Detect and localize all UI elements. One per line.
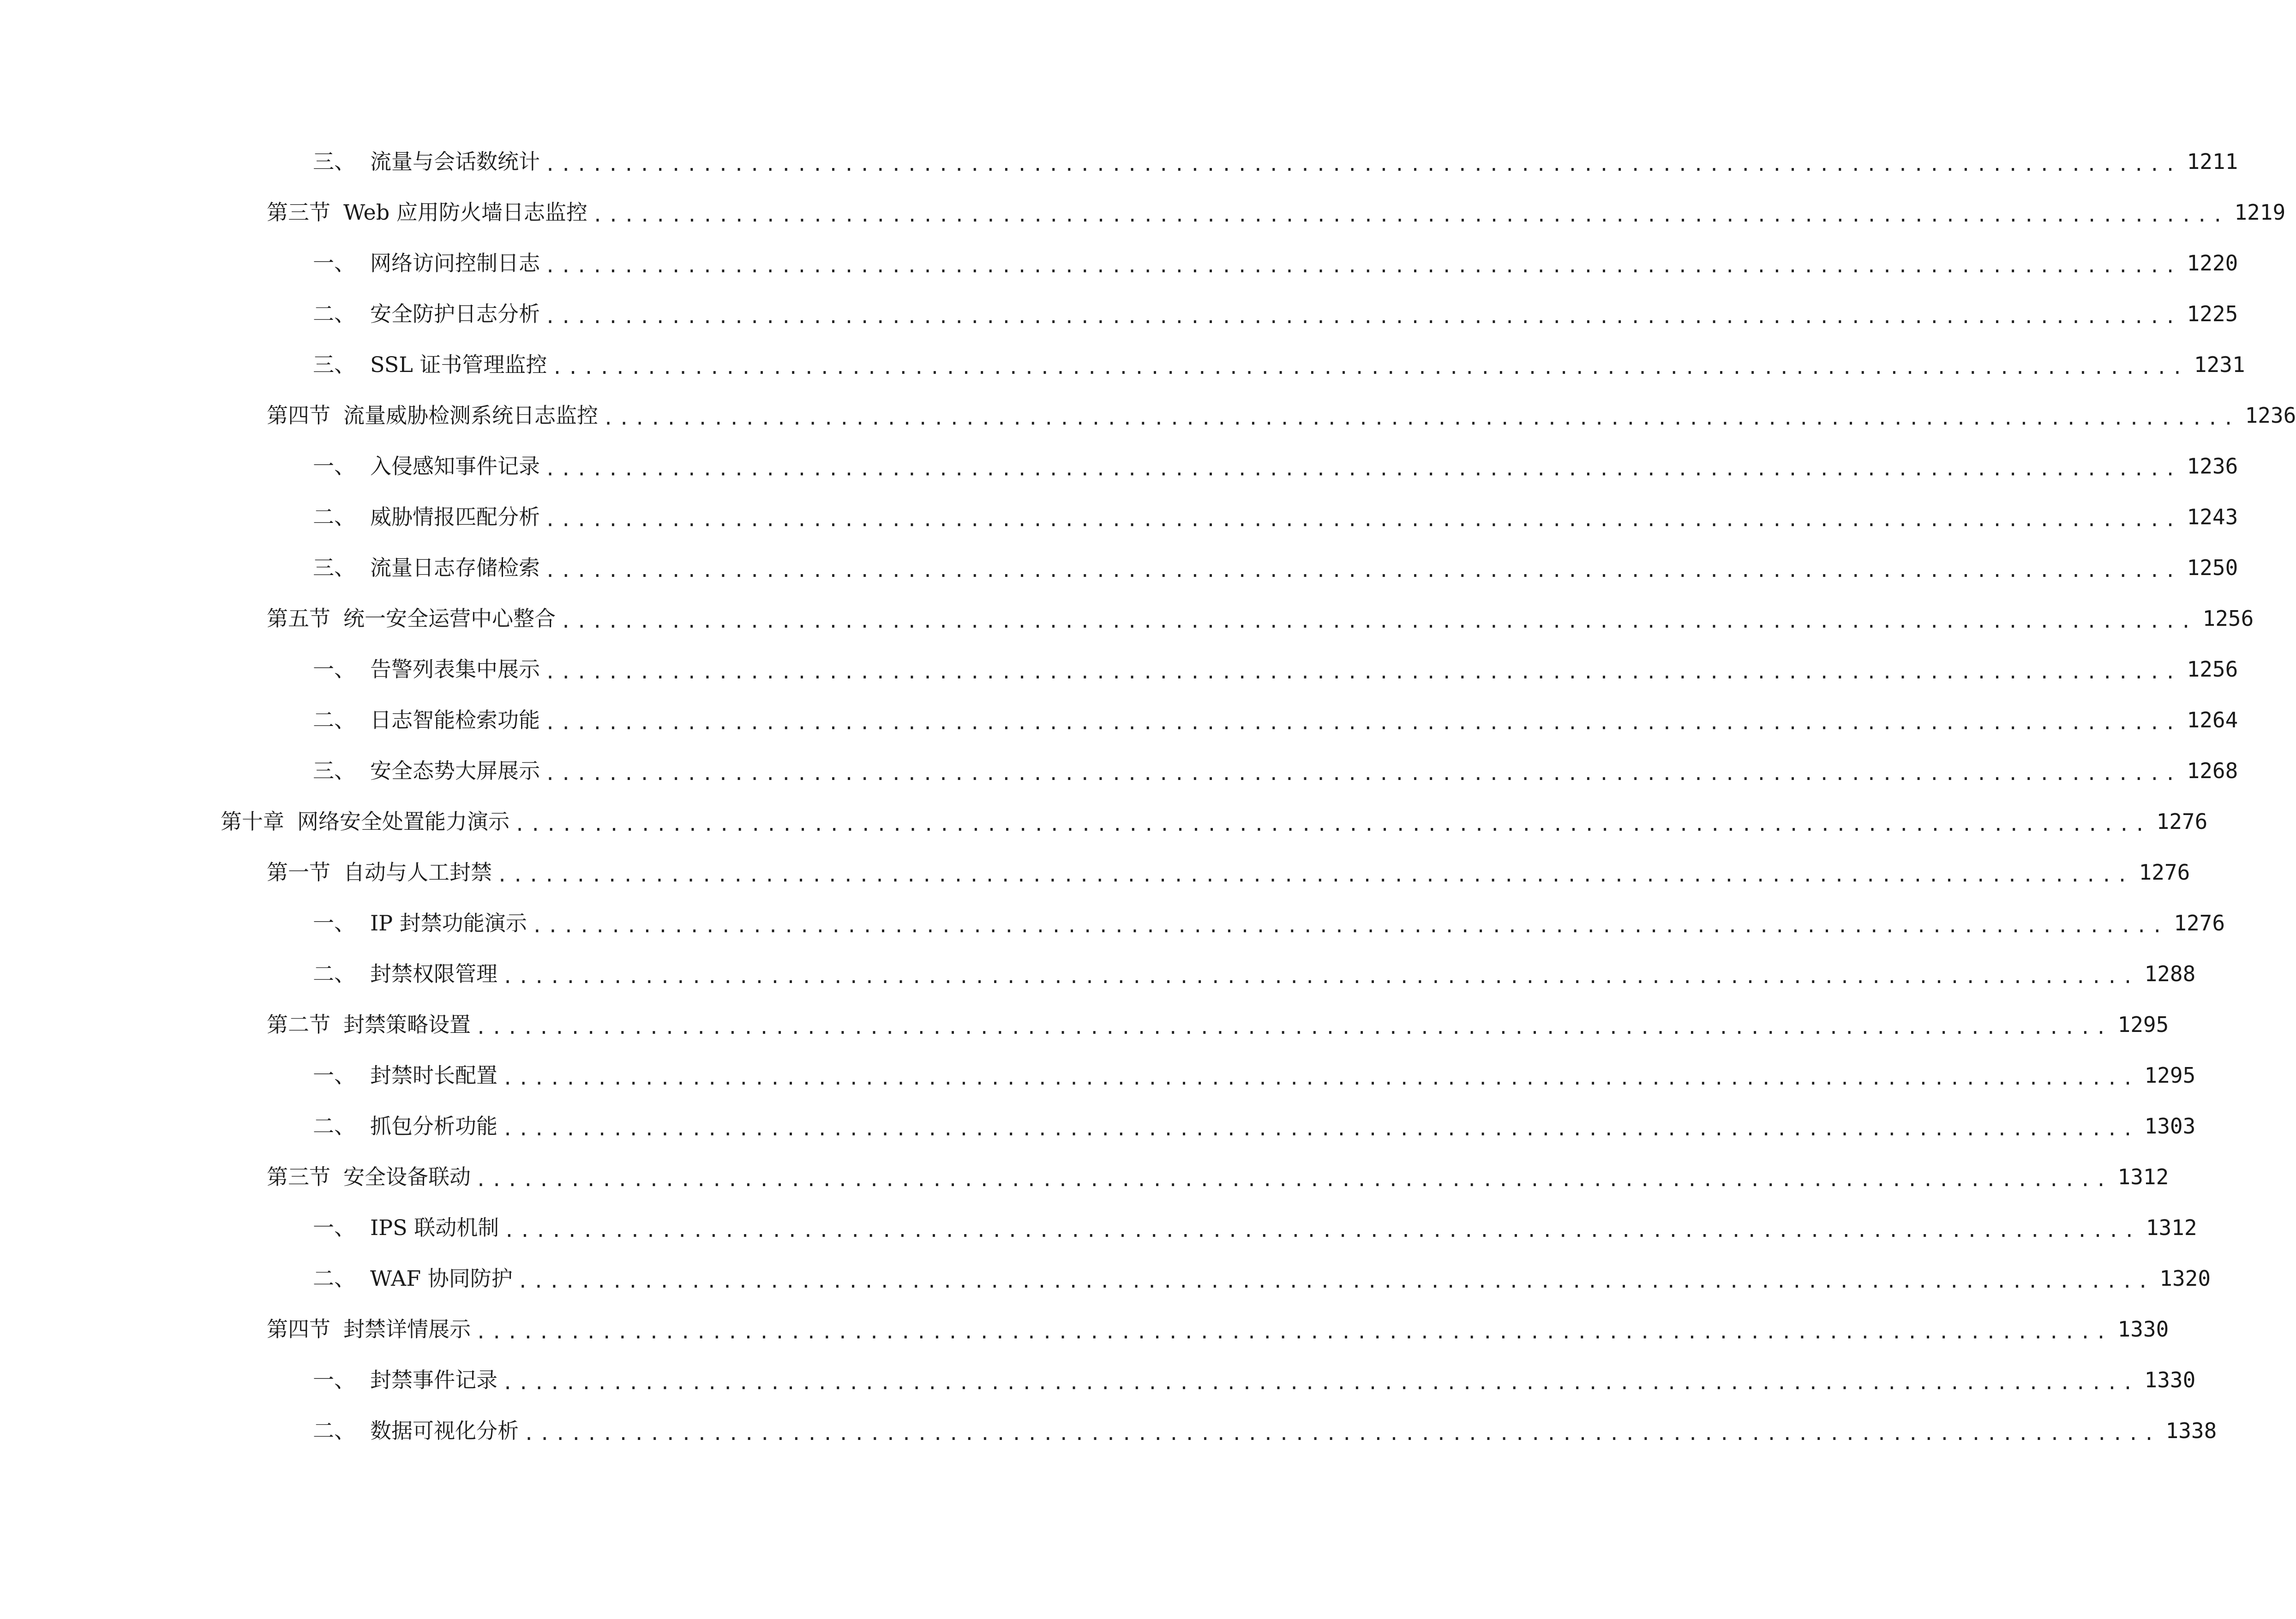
toc-dot-leader: ........................................................................................................ <box>502 1119 2138 1140</box>
toc-entry-title: 流量与会话数统计 <box>370 149 540 174</box>
toc-entry[interactable] <box>313 750 2238 792</box>
toc-entry-page: 1295 <box>2144 1063 2196 1088</box>
toc-dot-leader: ........................................................................................................ <box>592 205 2228 226</box>
toc-entry[interactable] <box>313 1055 2196 1096</box>
toc-dot-leader: ........................................................................................................ <box>502 966 2138 988</box>
toc-entry[interactable] <box>313 445 2238 487</box>
toc-dot-leader: ........................................................................................................ <box>545 459 2181 480</box>
toc-entry[interactable] <box>267 598 2254 639</box>
toc-dot-leader: ........................................................................................................ <box>545 763 2181 785</box>
toc-entry-title: 封禁时长配置 <box>370 1063 498 1088</box>
toc-entry[interactable] <box>267 395 2296 436</box>
toc-entry[interactable] <box>267 1004 2169 1045</box>
toc-entry[interactable] <box>313 648 2238 690</box>
toc-entry-title: 抓包分析功能 <box>370 1114 498 1139</box>
toc-entry-title: 封禁权限管理 <box>370 961 498 986</box>
toc-entry-page: 1268 <box>2187 758 2238 783</box>
toc-entry[interactable] <box>313 1207 2197 1248</box>
toc-dot-leader: ........................................................................................................ <box>545 662 2181 683</box>
toc-entry-page: 1312 <box>2146 1215 2197 1240</box>
toc-entry-title: 日志智能检索功能 <box>370 708 540 732</box>
toc-dot-leader: ........................................................................................................ <box>523 1423 2159 1445</box>
toc-entry[interactable] <box>313 1410 2217 1451</box>
toc-entry-prefix: 第三节 <box>267 200 330 225</box>
toc-entry-page: 1303 <box>2144 1114 2196 1139</box>
toc-dot-leader: ........................................................................................................ <box>603 408 2239 429</box>
toc-entry-prefix: 三、 <box>313 352 355 377</box>
toc-entry-prefix: 一、 <box>313 1063 355 1088</box>
toc-entry-prefix: 二、 <box>313 961 355 986</box>
toc-entry[interactable] <box>313 547 2238 588</box>
toc-entry-page: 1276 <box>2156 809 2208 834</box>
toc-entry-title: Web 应用防火墙日志监控 <box>343 200 587 225</box>
toc-entry-page: 1338 <box>2165 1418 2217 1443</box>
toc-dot-leader: ........................................................................................................ <box>552 357 2188 378</box>
toc-entry-page: 1330 <box>2144 1367 2196 1392</box>
toc-entry-page: 1219 <box>2234 200 2286 225</box>
toc-entry[interactable] <box>313 1258 2211 1299</box>
toc-entry-title: 流量日志存储检索 <box>370 555 540 580</box>
toc-entry-prefix: 三、 <box>313 555 355 580</box>
toc-dot-leader: ........................................................................................................ <box>545 306 2181 328</box>
toc-entry-prefix: 二、 <box>313 1418 355 1443</box>
toc-entry[interactable] <box>267 1308 2169 1350</box>
toc-dot-leader: ........................................................................................................ <box>502 1068 2138 1089</box>
toc-entry-prefix: 二、 <box>313 1266 355 1291</box>
toc-entry-page: 1288 <box>2144 961 2196 986</box>
toc-entry-page: 1256 <box>2187 657 2238 682</box>
toc-entry-page: 1211 <box>2187 149 2238 174</box>
toc-entry-page: 1330 <box>2117 1317 2169 1342</box>
toc-entry-title: 安全防护日志分析 <box>370 301 540 326</box>
toc-dot-leader: ........................................................................................................ <box>475 1322 2111 1343</box>
toc-dot-leader: ........................................................................................................ <box>497 865 2133 886</box>
toc-dot-leader: ........................................................................................................ <box>514 814 2150 835</box>
toc-entry-title: 数据可视化分析 <box>370 1418 519 1443</box>
toc-entry[interactable] <box>313 242 2238 284</box>
toc-entry-page: 1231 <box>2194 352 2245 377</box>
toc-entry[interactable] <box>313 1105 2196 1147</box>
toc-dot-leader: ........................................................................................................ <box>475 1169 2111 1191</box>
toc-entry-prefix: 一、 <box>313 657 355 682</box>
toc-entry-prefix: 第十章 <box>221 809 284 834</box>
toc-entry-prefix: 第三节 <box>267 1164 330 1189</box>
toc-entry-title: 统一安全运营中心整合 <box>343 606 556 631</box>
toc-dot-leader: ........................................................................................................ <box>545 510 2181 531</box>
toc-entry-title: WAF 协同防护 <box>370 1266 513 1291</box>
toc-entry[interactable] <box>313 141 2238 182</box>
toc-entry-title: 威胁情报匹配分析 <box>370 504 540 529</box>
toc-dot-leader: ........................................................................................................ <box>545 713 2181 734</box>
toc-entry-page: 1295 <box>2117 1012 2169 1037</box>
toc-entry[interactable] <box>267 851 2190 893</box>
toc-entry-page: 1236 <box>2245 403 2296 428</box>
toc-entry-title: 封禁策略设置 <box>343 1012 471 1037</box>
toc-entry-title: 网络安全处置能力演示 <box>297 809 510 834</box>
toc-entry[interactable] <box>313 1359 2196 1401</box>
toc-entry[interactable] <box>221 801 2208 842</box>
toc-dot-leader: ........................................................................................................ <box>545 560 2181 582</box>
toc-dot-leader: ........................................................................................................ <box>545 154 2181 175</box>
toc-entry-title: 安全设备联动 <box>343 1164 471 1189</box>
toc-entry-page: 1220 <box>2187 251 2238 276</box>
toc-entry[interactable] <box>313 344 2245 385</box>
toc-entry-prefix: 一、 <box>313 911 355 935</box>
toc-entry-prefix: 二、 <box>313 708 355 732</box>
toc-dot-leader: ........................................................................................................ <box>475 1017 2111 1038</box>
toc-dot-leader: ........................................................................................................ <box>502 1373 2138 1394</box>
toc-entry[interactable] <box>313 953 2196 995</box>
toc-entry[interactable] <box>313 293 2238 335</box>
toc-entry-page: 1320 <box>2159 1266 2211 1291</box>
toc-dot-leader: ........................................................................................................ <box>517 1271 2153 1292</box>
toc-entry-prefix: 第五节 <box>267 606 330 631</box>
toc-entry-title: 安全态势大屏展示 <box>370 758 540 783</box>
toc-entry-title: IP 封禁功能演示 <box>370 911 527 935</box>
toc-entry-page: 1243 <box>2187 504 2238 529</box>
toc-entry-prefix: 一、 <box>313 1367 355 1392</box>
toc-dot-leader: ........................................................................................................ <box>545 256 2181 277</box>
toc-entry-prefix: 二、 <box>313 1114 355 1139</box>
toc-entry[interactable] <box>267 192 2286 233</box>
toc-entry-page: 1250 <box>2187 555 2238 580</box>
toc-entry-title: 自动与人工封禁 <box>343 860 492 885</box>
toc-entry-title: 封禁详情展示 <box>343 1317 471 1342</box>
toc-entry-page: 1264 <box>2187 708 2238 732</box>
toc-entry-prefix: 第四节 <box>267 403 330 428</box>
toc-dot-leader: ........................................................................................................ <box>560 611 2196 632</box>
toc-entry-page: 1236 <box>2187 454 2238 479</box>
toc-entry-page: 1276 <box>2139 860 2190 885</box>
toc-entry-title: 入侵感知事件记录 <box>370 454 540 479</box>
toc-entry-page: 1256 <box>2202 606 2254 631</box>
toc-entry-page: 1225 <box>2187 301 2238 326</box>
toc-dot-leader: ........................................................................................................ <box>504 1220 2140 1241</box>
toc-dot-leader: ........................................................................................................ <box>531 916 2168 937</box>
toc-entry-prefix: 一、 <box>313 1215 355 1240</box>
toc-entry-prefix: 第一节 <box>267 860 330 885</box>
toc-entry[interactable] <box>313 902 2225 944</box>
toc-entry[interactable] <box>313 496 2238 538</box>
toc-entry-title: 封禁事件记录 <box>370 1367 498 1392</box>
toc-entry-prefix: 三、 <box>313 758 355 783</box>
toc-entry-title: 流量威胁检测系统日志监控 <box>343 403 598 428</box>
toc-entry-prefix: 二、 <box>313 504 355 529</box>
toc-entry-page: 1312 <box>2117 1164 2169 1189</box>
toc-entry-prefix: 第四节 <box>267 1317 330 1342</box>
toc-entry-title: SSL 证书管理监控 <box>370 352 547 377</box>
toc-entry-prefix: 三、 <box>313 149 355 174</box>
toc-entry-title: 告警列表集中展示 <box>370 657 540 682</box>
toc-entry[interactable] <box>267 1156 2169 1198</box>
toc-entry-prefix: 第二节 <box>267 1012 330 1037</box>
toc-entry-page: 1276 <box>2174 911 2225 935</box>
toc-entry[interactable] <box>313 699 2238 741</box>
toc-entry-prefix: 一、 <box>313 251 355 276</box>
toc-entry-title: 网络访问控制日志 <box>370 251 540 276</box>
toc-entry-prefix: 二、 <box>313 301 355 326</box>
toc-entry-prefix: 一、 <box>313 454 355 479</box>
toc-entry-title: IPS 联动机制 <box>370 1215 499 1240</box>
